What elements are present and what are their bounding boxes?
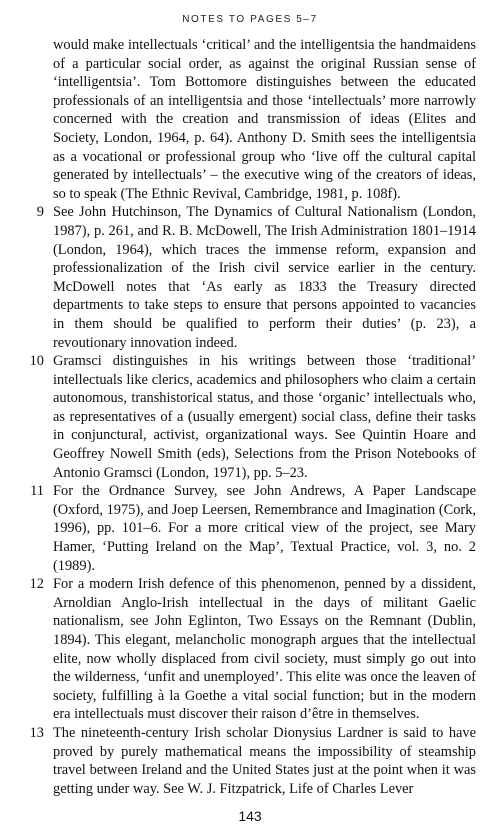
note-text: See John Hutchinson, The Dynamics of Cultural Nationalism (London, 1987), p. 261, and R. B. McDowell, The Irish Administration 1801–1914 (London, 1964), which traces the immense reform, expansion and professionalization of the Irish civil service earlier in the century. McDowell notes that ‘As early as 1833 the Treasury directed departments to take steps to ensure that persons appointed to vacancies in them should be qualified to perform their duties’ (p. 23), a revoutionary innovation indeed. — [53, 204, 476, 351]
page-number: 143 — [238, 808, 262, 824]
note-text: The nineteenth-century Irish scholar Dionysius Lardner is said to have proved by purely mathematical means the impossibility of steamship travel between Ireland and the United States just at the point when it was getting under way. See W. J. Fitzpatrick, Life of Charles Lever — [53, 724, 476, 797]
endnote-continued — [20, 36, 476, 203]
note-text: For the Ordnance Survey, see John Andrews, A Paper Landscape (Oxford, 1975), and Joep Leersen, Remembrance and Imagination (Cork, 1996), pp. 101–6. For a more critical view of the project, see Mary Hamer, ‘Putting Ireland on the Map’, Textual Practice, vol. 3, no. 2 (1989). — [53, 483, 476, 574]
endnotes — [20, 36, 476, 798]
endnote-13 — [20, 724, 476, 798]
endnote-11 — [20, 482, 476, 575]
note-number: 9 — [36, 204, 44, 221]
running-head: NOTES TO PAGES 5–7 — [182, 14, 318, 25]
note-text: would make intellectuals ‘critical’ and the intelligentsia the handmaidens of a particular social order, as against the original Russian sense of ‘intelligentsia’. Tom Bottomore distinguishes between the educated professionals of an intelligentsia and those ‘intellectuals’ more narrowly concerned with the creation and transmission of ideas (Elites and Society, London, 1964, p. 64). Anthony D. Smith sees the intelligentsia as a vocational or professional group who ‘live off the cultural capital generated by intellectuals’ – the executive wing of the creators of ideas, so to speak (The Ethnic Revival, Cambridge, 1981, p. 108f). — [53, 37, 476, 202]
endnote-9 — [20, 203, 476, 352]
endnote-12 — [20, 575, 476, 724]
note-number: 11 — [30, 483, 44, 500]
endnote-10 — [20, 352, 476, 482]
note-number: 13 — [29, 724, 44, 741]
note-text: For a modern Irish defence of this phenomenon, penned by a dissident, Arnoldian Anglo-Irish intellectual in the days of militant Gaelic nationalism, see John Eglinton, Two Essays on the Remnant (Dublin, 1894). This elegant, melancholic monograph argues that the intellectual elite, now wholly displaced from civil society, must simply go out into the wilderness, ‘unfit and unemployed’. This elite was once the leaven of society, fulfilling à la Goethe a vital social function; but in the modern era intellectuals must discover their raison d’être in themselves. — [53, 576, 476, 723]
note-text: Gramsci distinguishes in his writings between those ‘traditional’ intellectuals like clerics, academics and philosophers who claim a certain autonomous, transhistorical status, and those ‘organic’ intellectuals who, as representatives of a (usually emergent) social class, define their tasks in conjunctural, activist, organizational ways. See Quintin Hoare and Geoffrey Nowell Smith (eds), Selections from the Prison Notebooks of Antonio Gramsci (London, 1971), pp. 5–23. — [53, 353, 476, 481]
note-number: 12 — [29, 576, 44, 593]
note-number: 10 — [29, 353, 44, 370]
